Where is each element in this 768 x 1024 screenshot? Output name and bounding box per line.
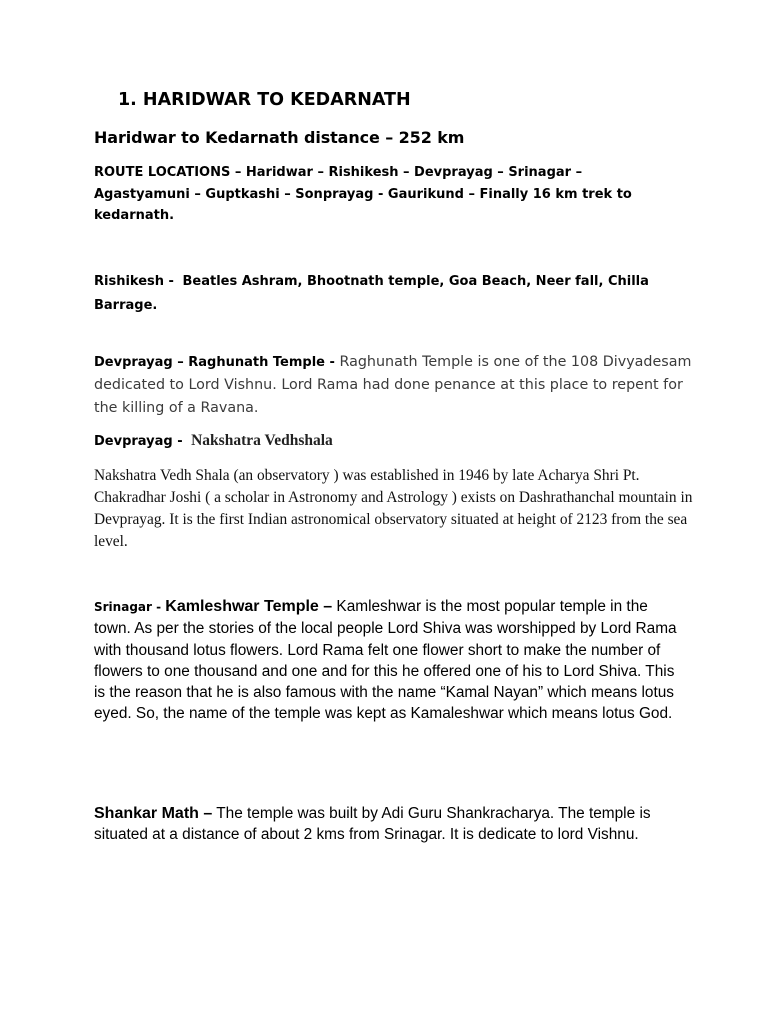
kamleshwar-text: Kamleshwar is the most popular temple in the town. As per the stories of the local people Lord Shiva was worshipped by Lord Rama with thousand lotus flowers. Lord Rama felt one flower short to make the number of flowers to one thousand and one and for this he offered one of his to Lord Shiva. This is the reason that he is also famous with the name “Kamal Nayan” which means lotus eyed. So, the name of the temple was kept as Kamaleshwar which means lotus God. <box>94 598 677 723</box>
distance-subtitle: Haridwar to Kedarnath distance – 252 km <box>94 128 465 147</box>
route-locations-paragraph: ROUTE LOCATIONS – Haridwar – Rishikesh – Devprayag – Srinagar – Agastyamuni – Guptkashi – Sonprayag - Gaurikund – Finally 16 km trek to kedarnath. <box>94 165 632 223</box>
kamleshwar-temple-subheading: Kamleshwar Temple – <box>165 598 333 615</box>
devprayag-observatory-heading-line <box>94 432 333 450</box>
shankar-math-paragraph <box>94 803 684 846</box>
shankar-math-text: The temple was built by Adi Guru Shankracharya. The temple is situated at a distance of about 2 kms from Srinagar. It is dedicate to lord Vishnu. <box>94 805 651 844</box>
srinagar-kamleshwar-paragraph <box>94 596 684 725</box>
devprayag-raghunath-heading: Devprayag – Raghunath Temple - <box>94 355 335 370</box>
rishikesh-text: Beatles Ashram, Bhootnath temple, Goa Beach, Neer fall, Chilla Barrage. <box>94 274 649 313</box>
rishikesh-heading: Rishikesh - <box>94 274 174 289</box>
srinagar-heading: Srinagar - <box>94 600 166 614</box>
rishikesh-paragraph <box>94 270 674 318</box>
devprayag-raghunath-paragraph <box>94 351 694 420</box>
nakshatra-vedhshala-subheading: Nakshatra Vedhshala <box>191 432 333 449</box>
devprayag-observatory-heading: Devprayag - <box>94 434 183 449</box>
observatory-paragraph: Nakshatra Vedh Shala (an observatory ) was established in 1946 by late Acharya Shri Pt. Chakradhar Joshi ( a scholar in Astronomy and Astrology ) exists on Dashrathanchal mountain in Devprayag. It is the first Indian astronomical observatory situated at height of 2123 from the sea level. <box>94 467 693 550</box>
devprayag-raghunath-text: Raghunath Temple is one of the 108 Divyadesam dedicated to Lord Vishnu. Lord Rama had done penance at this place to repent for the killing of a Ravana. <box>94 354 692 416</box>
page-title: 1. HARIDWAR TO KEDARNATH <box>118 90 411 110</box>
shankar-math-heading: Shankar Math – <box>94 805 213 822</box>
